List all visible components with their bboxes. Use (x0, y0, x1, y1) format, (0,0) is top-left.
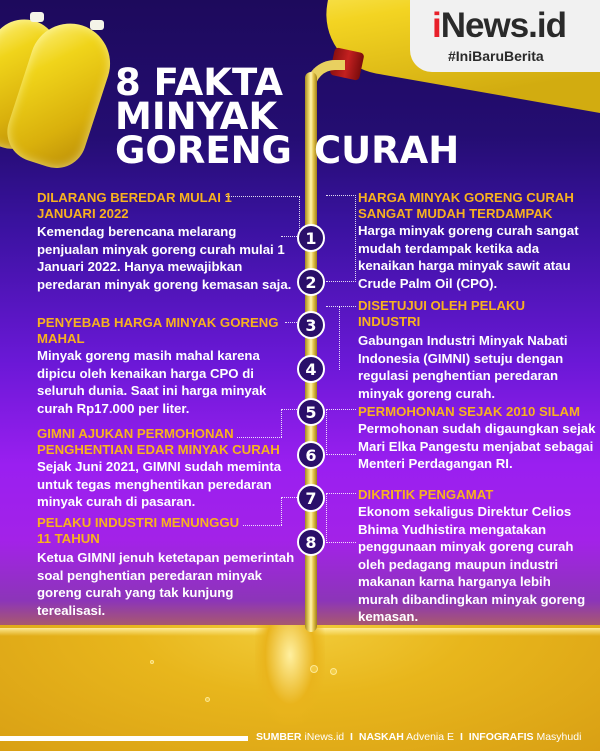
connector-6 (326, 409, 356, 455)
bag-tie (30, 12, 44, 22)
fact-8-heading: DIKRITIK PENGAMAT (358, 487, 494, 502)
fact-2-body: Harga minyak goreng curah sangat mudah terdampak ketika ada kenaikan harga minyak sawit atau Crude Palm Oil (CPO). (358, 223, 579, 291)
footer-divider (0, 736, 248, 741)
badge-6: 6 (297, 441, 325, 469)
badge-4: 4 (297, 355, 325, 383)
fact-1-heading: DILARANG BEREDAR MULAI 1 JANUARI 2022 (37, 190, 232, 221)
graphic-label: INFOGRAFIS (468, 731, 534, 743)
oil-bubble (310, 665, 318, 673)
fact-6 (358, 404, 598, 473)
connector-2 (326, 195, 356, 282)
fact-1-body-wrap (37, 223, 292, 293)
badge-3: 3 (297, 311, 325, 339)
fact-3 (37, 315, 287, 417)
source-label: SUMBER (256, 731, 302, 743)
fact-6-heading: PERMOHONAN SEJAK 2010 SILAM (358, 404, 581, 419)
fact-6-body: Permohonan sudah digaungkan sejak Mari Elka Pangestu menjabat sebagai Menteri Perdagangan RI. (358, 421, 596, 471)
fact-8-body: Ekonom sekaligus Direktur Celios Bhima Yudhistira mengatakan penggunaan minyak goreng curah oleh pedagang maupun industri makanan karna harganya lebih murah dibandingkan minyak goreng kemasan. (358, 504, 586, 624)
fact-2 (358, 190, 598, 292)
fact-5-body: Sejak Juni 2021, GIMNI sudah meminta untuk tegas menghentikan peredaran minyak curah di pasaran. (37, 459, 282, 509)
page-title (115, 61, 460, 172)
separator: I (459, 731, 463, 743)
fact-4-body: Gabungan Industri Minyak Nabati Indonesia (GIMNI) setuju dengan regulasi penghentian peredaran minyak goreng curah. (358, 333, 568, 401)
inews-logo (432, 6, 566, 46)
title-line-1: 8 FAKTA (115, 61, 283, 104)
title-line-2: MINYAK (115, 95, 278, 138)
oil-bubble (330, 668, 337, 675)
fact-7-body-wrap (37, 549, 297, 619)
fact-4-heading: DISETUJUI OLEH PELAKU INDUSTRI (358, 298, 526, 329)
script-value: Advenia E (406, 731, 455, 743)
fact-5-heading: GIMNI AJUKAN PERMOHONAN PENGHENTIAN EDAR MINYAK CURAH (37, 426, 280, 457)
badge-7: 7 (297, 484, 325, 512)
title-word-goreng: GORENG (115, 129, 292, 172)
badge-2: 2 (297, 268, 325, 296)
connector-4b (339, 306, 340, 370)
fact-7-body: Ketua GIMNI jenuh ketetapan pemerintah soal penghentian peredaran minyak goreng curah yang tak kunjung terealisasi. (37, 550, 295, 618)
fact-8 (358, 487, 588, 626)
fact-1-body: Kemendag berencana melarang penjualan minyak goreng curah mulai 1 Januari 2022. Hanya mewajibkan peredaran minyak goreng kemasan saja. (37, 224, 292, 292)
connector-4 (326, 306, 356, 370)
fact-2-heading: HARGA MINYAK GORENG CURAH SANGAT MUDAH TERDAMPAK (358, 190, 574, 221)
fact-3-heading: PENYEBAB HARGA MINYAK GORENG MAHAL (37, 315, 279, 346)
badge-5: 5 (297, 398, 325, 426)
connector-7b (243, 525, 282, 526)
fact-7 (37, 515, 247, 547)
fact-4 (358, 298, 558, 330)
badge-8: 8 (297, 528, 325, 556)
script-label: NASKAH (358, 731, 404, 743)
oil-bubble (205, 697, 210, 702)
title-word-curah: CURAH (313, 129, 460, 172)
oil-splash (255, 625, 325, 725)
connector-8 (326, 493, 356, 543)
title-line-3 (115, 129, 460, 172)
fact-4-body-wrap (358, 332, 598, 402)
fact-3-body: Minyak goreng masih mahal karena dipicu oleh kenaikan harga CPO di seluruh dunia. Saat ini harga minyak curah Rp17.000 per liter. (37, 348, 267, 416)
bag-tie (90, 20, 104, 30)
fact-5 (37, 426, 292, 511)
separator: I (350, 731, 353, 743)
tagline: #IniBaruBerita (448, 48, 544, 64)
source-value: iNews.id (304, 731, 345, 743)
logo-i: i (432, 6, 441, 45)
credits (256, 731, 581, 743)
oil-bubble (150, 660, 154, 664)
badge-1: 1 (297, 224, 325, 252)
fact-1 (37, 190, 252, 222)
graphic-value: Masyhudi (536, 731, 582, 743)
fact-7-heading: PELAKU INDUSTRI MENUNGGU 11 TAHUN (37, 515, 240, 546)
logo-text: News.id (440, 6, 566, 45)
